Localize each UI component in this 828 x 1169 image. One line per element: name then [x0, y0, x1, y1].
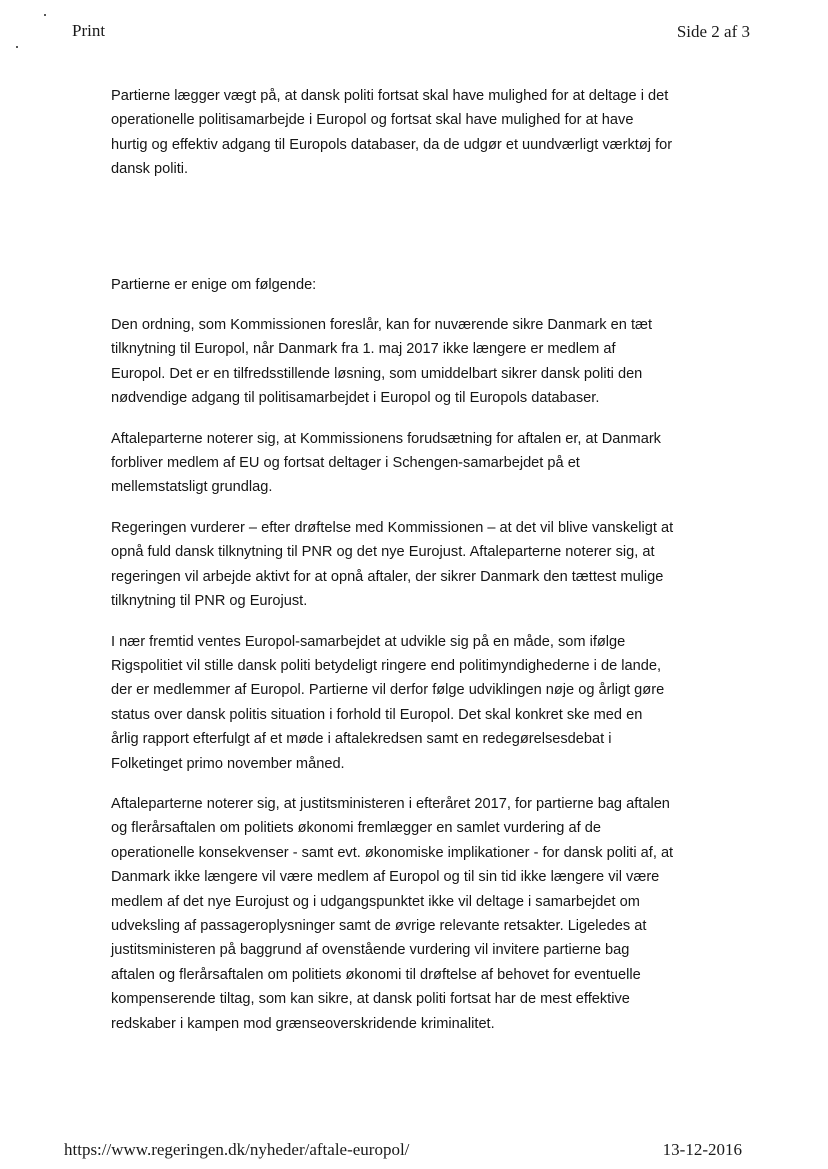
page-number-label: Side 2 af 3	[676, 22, 750, 41]
paragraph-future-cooperation: I nær fremtid ventes Europol-samarbejdet at udvikle sig på en måde, som ifølge Rigspolitiet vil stille dansk politi betydeligt ringere end politimyndighederne i de lande, der er medlemmer af Europol. Partierne vil derfor følge udviklingen nøje og årligt gøre status over dansk politis situation i forhold til Europol. Det skal konkret ske med en årlig rapport efterfulgt af et møde i aftalekredsen samt en redegørelsesdebat i Folketinget primo november måned.	[111, 633, 665, 772]
paragraph-agreement-intro: Partierne er enige om følgende:	[111, 276, 317, 293]
paragraph-justice-minister-assessment: Aftaleparterne noterer sig, at justitsministeren i efteråret 2017, for partierne bag aftalen og flerårsaftalen om politiets økonomi fremlægger en samlet vurdering af de operationelle konsekvenser - samt evt. økonomiske implikationer - for dansk politi af, at Danmark ikke længere vil være medlem af Europol og til sin tid ikke længere vil være medlem af det nye Eurojust og i udgangspunktet ikke vil deltage i samarbejdet om udveksling af passageroplysninger samt de øvrige relevante retsakter. Ligeledes at justitsministeren på baggrund af ovenstående vurdering vil invitere partierne bag aftalen og flerårsaftalen om politiets økonomi til drøftelse af behovet for eventuelle kompenserende tiltag, som kan sikre, at dansk politi fortsat har de mest effektive redskaber i kampen mod grænseoverskridende kriminalitet.	[111, 795, 674, 1032]
print-header-title: Print	[72, 21, 106, 40]
source-url-link[interactable]: https://www.regeringen.dk/nyheder/aftale-europol/	[64, 1140, 410, 1159]
paragraph-commission-precondition: Aftaleparterne noterer sig, at Kommissionens forudsætning for aftalen er, at Danmark forbliver medlem af EU og fortsat deltager i Schengen-samarbejdet på et mellemstatsligt grundlag.	[111, 430, 661, 496]
paragraph-pnr-eurojust: Regeringen vurderer – efter drøftelse med Kommissionen – at det vil blive vanskeligt at opnå fuld dansk tilknytning til PNR og det nye Eurojust. Aftaleparterne noterer sig, at regeringen vil arbejde aktivt for at opnå aftaler, der sikrer Danmark den tættest mulige tilknytning til PNR og Eurojust.	[111, 519, 674, 610]
scan-speck	[16, 46, 18, 48]
paragraph-europol-participation: Partierne lægger vægt på, at dansk politi fortsat skal have mulighed for at deltage i det operationelle politisamarbejde i Europol og fortsat skal have mulighed for at have hurtig og effektiv adgang til Europols databaser, da de udgør et uundværligt værktøj for dansk politi.	[111, 88, 673, 178]
document-body	[111, 84, 711, 1052]
paragraph-commission-arrangement: Den ordning, som Kommissionen foreslår, kan for nuværende sikre Danmark en tæt tilknytning til Europol, når Danmark fra 1. maj 2017 ikke længere er medlem af Europol. Det er en tilfredsstillende løsning, som umiddelbart sikrer dansk politi den nødvendige adgang til politisamarbejdet i Europol og til Europols databaser.	[111, 317, 653, 407]
print-date: 13-12-2016	[662, 1140, 742, 1159]
scan-speck	[44, 14, 46, 16]
